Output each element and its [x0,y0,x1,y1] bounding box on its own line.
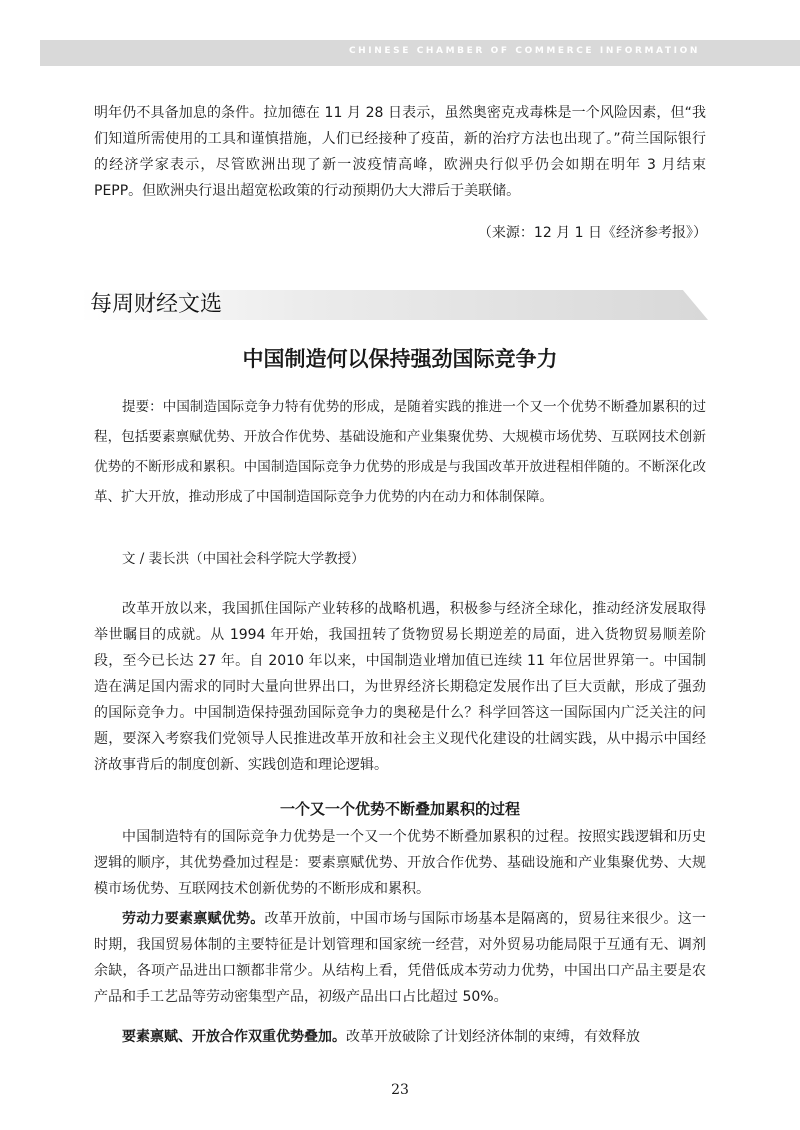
header-banner [40,40,800,66]
header-banner-text: CHINESE CHAMBER OF COMMERCE INFORMATION [348,46,700,56]
article-subheading: 一个又一个优势不断叠加累积的过程 [279,800,520,818]
section-title: 每周财经文选 [90,292,223,317]
article-para-1: 中国制造特有的国际竞争力优势是一个又一个优势不断叠加累积的过程。按照实践逻辑和历史逻辑的顺序，其优势叠加过程是：要素禀赋优势、开放合作优势、基础设施和产业集聚优势、大规模市场优势、互联网技术创新优势的不断形成和累积。 [94,829,706,897]
para-3-text: 改革开放破除了计划经济体制的束缚，有效释放 [346,1029,640,1045]
article-intro: 改革开放以来，我国抓住国际产业转移的战略机遇，积极参与经济全球化，推动经济发展取得举世瞩目的成就。从 1994 年开始，我国扭转了货物贸易长期逆差的局面，进入货物贸易顺差阶段，至今已长达 27 年。自 2010 年以来，中国制造业增加值已连续 11 年位居世界第一。中国制造在满足国内需求的同时大量向世界出口，为世界经济长期稳定发展作出了巨大贡献，形成了强劲的国际竞争力。中国制造保持强劲国际竞争力的奥秘是什么？科学回答这一国际国内广泛关注的问题，要深入考察我们党领导人民推进改革开放和社会主义现代化建设的壮阔实践，从中揭示中国经济故事背后的制度创新、实践创造和理论逻辑。 [94,601,706,773]
article-para-3 [94,1024,706,1050]
para-2-text: 改革开放前，中国市场与国际市场基本是隔离的，贸易往来很少。这一时期，我国贸易体制的主要特征是计划管理和国家统一经营，对外贸易功能局限于互通有无、调剂余缺，各项产品进出口额都非常少。从结构上看，凭借低成本劳动力优势，中国出口产品主要是农产品和手工艺品等劳动密集型产品，初级产品出口占比超过 50%。 [94,911,706,1005]
article-para-2 [94,906,706,1010]
page-number: 23 [391,1082,409,1098]
para-3-lead: 要素禀赋、开放合作双重优势叠加。 [122,1029,346,1045]
article-title: 中国制造何以保持强劲国际竞争力 [242,347,558,371]
prev-article-paragraph: 明年仍不具备加息的条件。拉加德在 11 月 28 日表示，虽然奥密克戎毒株是一个风险因素，但“我们知道所需使用的工具和谨慎措施，人们已经接种了疫苗，新的治疗方法也出现了。”荷兰国际银行的经济学家表示，尽管欧洲出现了新一波疫情高峰，欧洲央行似乎仍会如期在明年 3 月结束 PEPP。但欧洲央行退出超宽松政策的行动预期仍大大滞后于美联储。 [94,105,706,199]
para-2-lead: 劳动力要素禀赋优势。 [122,911,265,927]
prev-article-source: （来源：12 月 1 日《经济参考报》） [477,225,707,241]
article-abstract: 提要：中国制造国际竞争力特有优势的形成，是随着实践的推进一个又一个优势不断叠加累积的过程，包括要素禀赋优势、开放合作优势、基础设施和产业集聚优势、大规模市场优势、互联网技术创新优势的不断形成和累积。中国制造国际竞争力优势的形成是与我国改革开放进程相伴随的。不断深化改革、扩大开放，推动形成了中国制造国际竞争力优势的内在动力和体制保障。 [94,399,706,505]
article-byline: 文 / 裴长洪（中国社会科学院大学教授） [122,551,365,567]
